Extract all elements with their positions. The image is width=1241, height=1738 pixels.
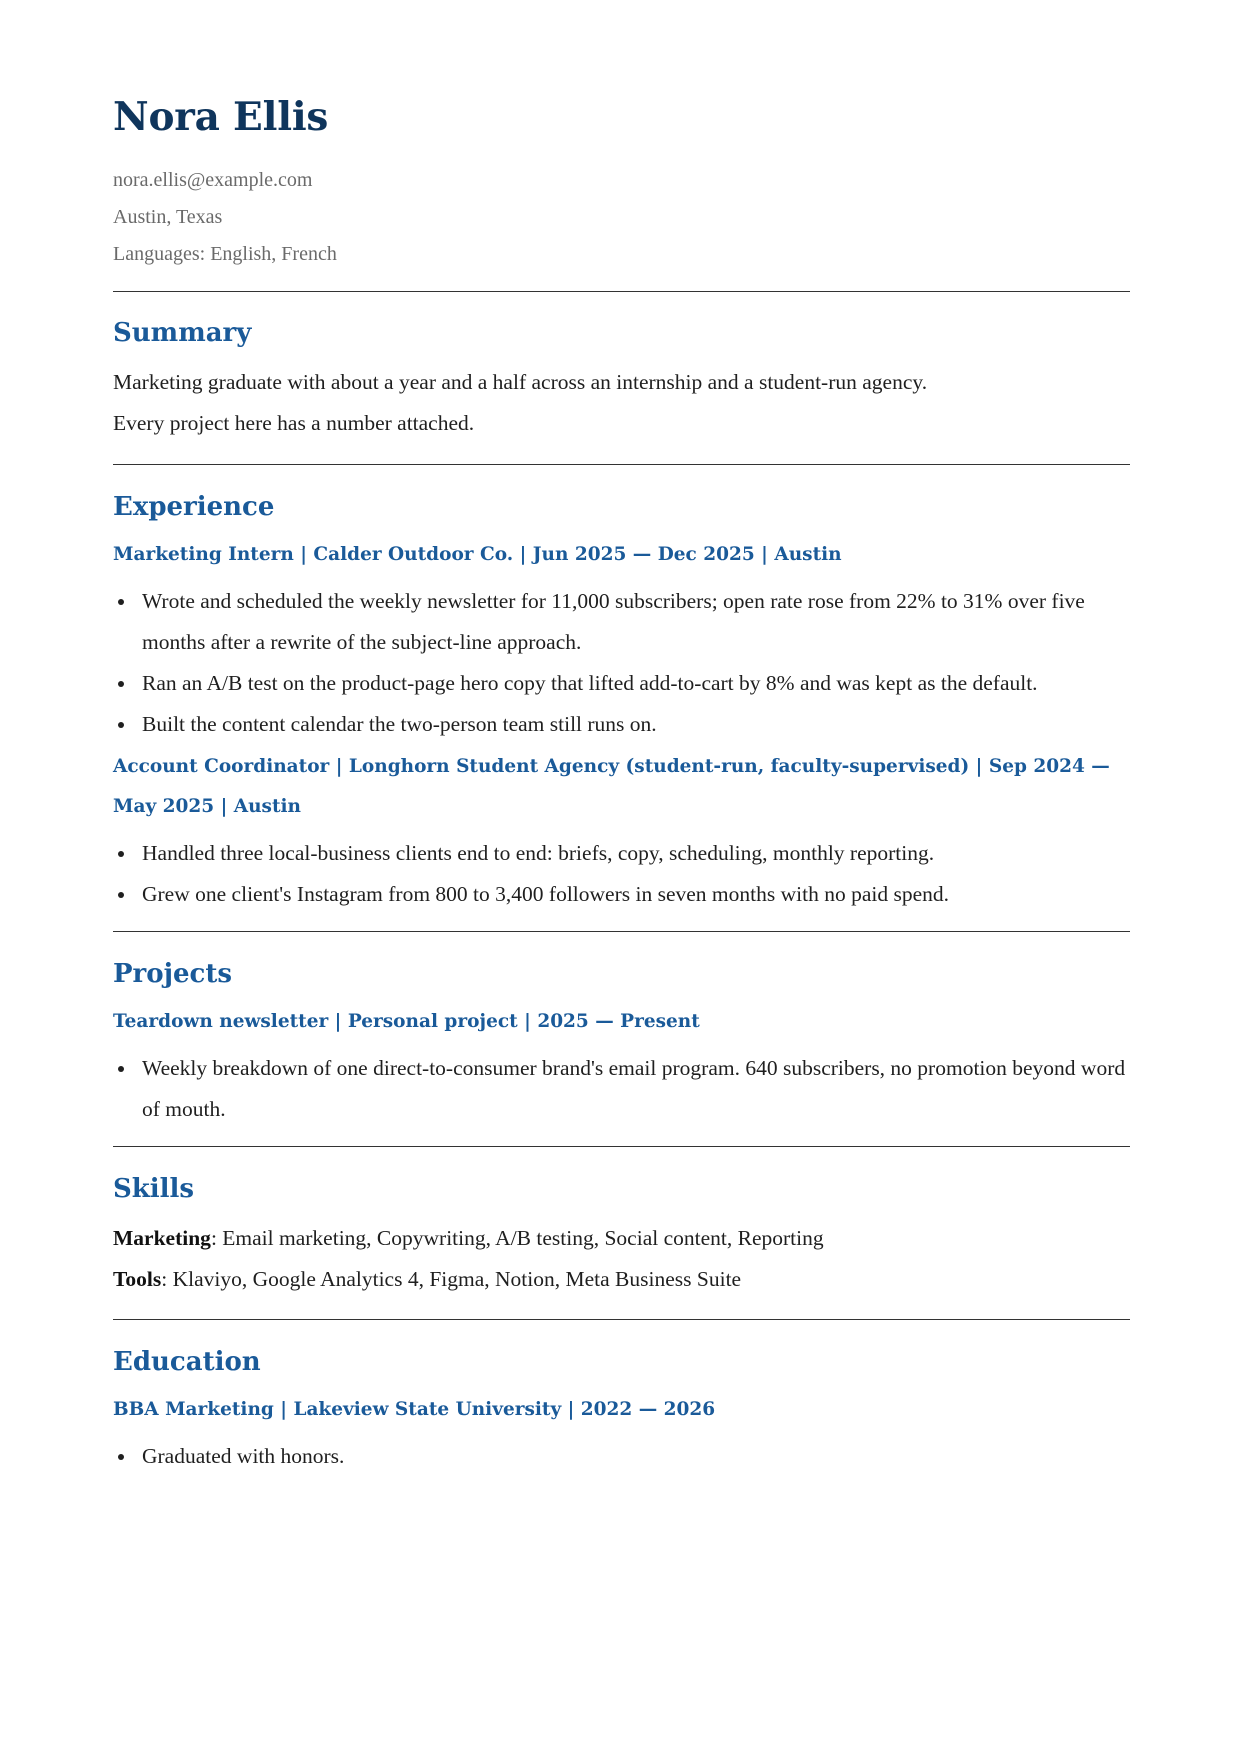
bullet-icon (118, 1454, 124, 1460)
education-entry (113, 1390, 1130, 1477)
bullet-list (113, 581, 1130, 745)
bullet-icon (118, 892, 124, 898)
section-title-experience: Experience (113, 492, 275, 523)
contact-languages: Languages: English, French (113, 242, 337, 265)
skills-list (113, 1218, 1130, 1300)
bullet-icon (118, 851, 124, 857)
experience-entry (113, 747, 1130, 915)
bullet-icon (118, 1066, 124, 1072)
project-heading: Teardown newsletter | Personal project | 2025 — Present (113, 1011, 700, 1033)
bullet-icon (118, 681, 124, 687)
skill-group-label: Tools (113, 1266, 162, 1291)
skills-section (113, 1147, 1130, 1299)
section-title-projects: Projects (113, 959, 233, 990)
bullet-text: Ran an A/B test on the product-page hero copy that lifted add-to-cart by 8% and was kept as the default. (142, 671, 1038, 696)
bullet-list (113, 833, 1130, 915)
list-item (113, 1048, 1130, 1130)
experience-section (113, 465, 1130, 915)
projects-section (113, 932, 1130, 1130)
contact-location: Austin, Texas (113, 205, 223, 228)
section-title-skills: Skills (113, 1174, 195, 1205)
list-item (113, 581, 1130, 663)
skill-group-values: : Klaviyo, Google Analytics 4, Figma, Notion, Meta Business Suite (161, 1266, 742, 1291)
bullet-text: Wrote and scheduled the weekly newsletter for 11,000 subscribers; open rate rose from 22% to 31% over five months after a rewrite of the subject-line approach. (142, 589, 1085, 655)
skill-group (113, 1259, 1130, 1300)
role-heading: Account Coordinator | Longhorn Student Agency (student-run, faculty-supervised) | Sep 2024 — May 2025 | Austin (113, 756, 1110, 818)
summary-section (113, 292, 1130, 444)
bullet-icon (118, 599, 124, 605)
degree-heading: BBA Marketing | Lakeview State University | 2022 — 2026 (113, 1398, 716, 1420)
contact-block (113, 162, 1130, 273)
bullet-icon (118, 722, 124, 728)
list-item (113, 663, 1130, 704)
skill-group (113, 1218, 1130, 1259)
list-item (113, 704, 1130, 745)
skill-group-values: : Email marketing, Copywriting, A/B testing, Social content, Reporting (210, 1225, 824, 1250)
bullet-text: Handled three local-business clients end to end: briefs, copy, scheduling, monthly reporting. (142, 841, 935, 866)
bullet-list (113, 1436, 1130, 1477)
section-title-summary: Summary (113, 317, 252, 348)
experience-entry (113, 535, 1130, 745)
role-heading: Marketing Intern | Calder Outdoor Co. | Jun 2025 — Dec 2025 | Austin (113, 544, 842, 566)
section-title-education: Education (113, 1346, 261, 1377)
bullet-text: Graduated with honors. (142, 1443, 345, 1468)
education-section (113, 1320, 1130, 1477)
project-entry (113, 1002, 1130, 1130)
summary-text (113, 362, 1130, 444)
bullet-text: Weekly breakdown of one direct-to-consumer brand's email program. 640 subscribers, no promotion beyond word of mouth. (142, 1056, 1126, 1122)
list-item (113, 1436, 1130, 1477)
contact-email[interactable]: nora.ellis@example.com (113, 168, 313, 191)
summary-line: Every project here has a number attached. (113, 411, 475, 436)
bullet-text: Built the content calendar the two-person team still runs on. (142, 712, 657, 737)
bullet-text: Grew one client's Instagram from 800 to 3,400 followers in seven months with no paid spend. (142, 882, 949, 907)
bullet-list (113, 1048, 1130, 1130)
list-item (113, 874, 1130, 915)
summary-line: Marketing graduate with about a year and a half across an internship and a student-run agency. (113, 370, 928, 395)
candidate-name: Nora Ellis (113, 94, 329, 140)
skill-group-label: Marketing (113, 1225, 211, 1250)
list-item (113, 833, 1130, 874)
